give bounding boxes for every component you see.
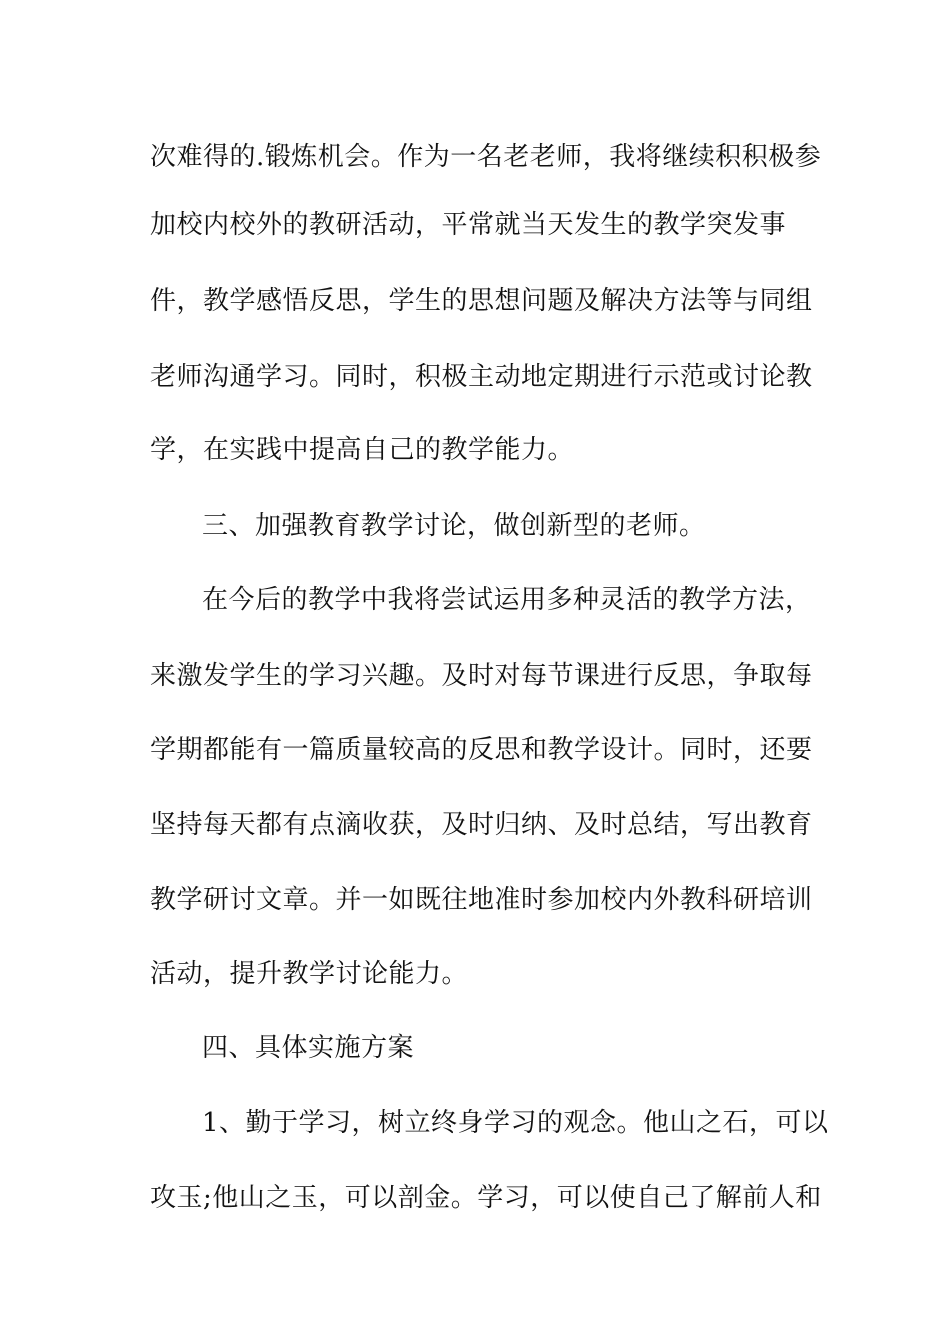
text-line: 在今后的教学中我将尝试运用多种灵活的教学方法， (202, 585, 812, 615)
text-line: 活动，提升教学讨论能力。 (150, 959, 469, 989)
text-line: 来激发学生的学习兴趣。及时对每节课进行反思，争取每 (150, 661, 813, 691)
text-line: 次难得的.锻炼机会。作为一名老老师，我将继续积积极参 (150, 142, 822, 172)
text-line: 件，教学感悟反思，学生的思想问题及解决方法等与同组 (150, 286, 813, 316)
text-line: 学，在实践中提高自己的教学能力。 (150, 435, 575, 465)
text-line: 1、勤于学习，树立终身学习的观念。他山之石，可以 (202, 1108, 829, 1138)
section-heading: 四、具体实施方案 (202, 1033, 415, 1063)
text-line: 坚持每天都有点滴收获，及时归纳、及时总结，写出教育 (150, 810, 813, 840)
text-line: 学期都能有一篇质量较高的反思和教学设计。同时，还要 (150, 735, 813, 765)
text-line: 老师沟通学习。同时，积极主动地定期进行示范或讨论教 (150, 362, 813, 392)
section-heading: 三、加强教育教学讨论，做创新型的老师。 (202, 511, 706, 541)
text-line: 加校内校外的教研活动，平常就当天发生的教学突发事 (150, 210, 787, 240)
text-line: 教学研讨文章。并一如既往地准时参加校内外教科研培训 (150, 885, 813, 915)
text-line: 攻玉;他山之玉，可以剖金。学习，可以使自己了解前人和 (150, 1183, 822, 1213)
